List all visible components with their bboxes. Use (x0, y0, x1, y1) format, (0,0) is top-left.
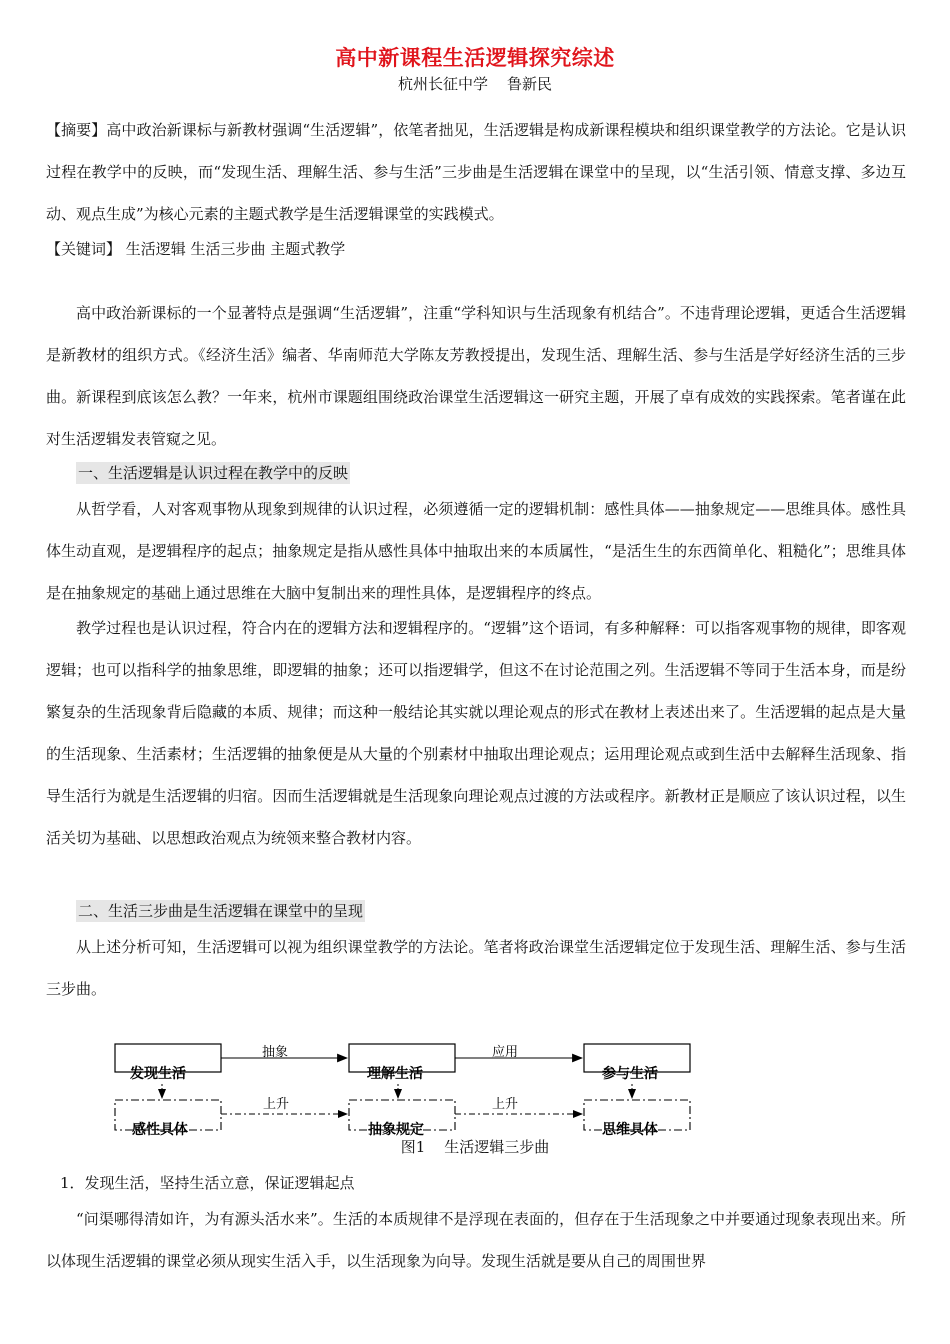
section-1-paragraph-1: 从哲学看，人对客观事物从现象到规律的认识过程，必须遵循一定的逻辑机制：感性具体——抽象规定——思维具体。感性具体生动直观，是逻辑程序的起点；抽象规定是指从感性具体中抽取出来的本质属性，“是活生生的东西简单化、粗糙化”；思维具体是在抽象规定的基础上通过思维在大脑中复制出来的理性具体，是逻辑程序的终点。 (46, 500, 906, 602)
top-box-label-1: 发现生活 (130, 1066, 186, 1082)
bottom-box-label-3: 思维具体 (602, 1122, 658, 1138)
figure-caption: 图1 生活逻辑三步曲 (400, 1138, 550, 1156)
arrow-label-apply: 应用 (491, 1045, 519, 1060)
subsection-1-heading: 1．发现生活，坚持生活立意，保证逻辑起点 (60, 1174, 355, 1192)
author-line: 杭州长征中学 鲁新民 (397, 75, 553, 93)
paper-title: 高中新课程生活逻辑探究综述 (335, 45, 615, 70)
top-box-label-3: 参与生活 (602, 1066, 658, 1082)
logic-three-steps-diagram (0, 1030, 950, 1140)
section-1-paragraph-2: 教学过程也是认识过程，符合内在的逻辑方法和逻辑程序的。“逻辑”这个语词，有多种解释：可以指客观事物的规律，即客观逻辑；也可以指科学的抽象思维，即逻辑的抽象；还可以指逻辑学，但这不在讨论范围之列。生活逻辑不等同于生活本身，而是纷繁复杂的生活现象背后隐藏的本质、规律；而这种一般结论其实就以理论观点的形式在教材上表述出来了。生活逻辑的起点是大量的生活现象、生活素材；生活逻辑的抽象便是从大量的个别素材中抽取出理论观点；运用理论观点或到生活中去解释生活现象、指导生活行为就是生活逻辑的归宿。因而生活逻辑就是生活现象向理论观点过渡的方法或程序。新教材正是顺应了该认识过程，以生活关切为基础、以思想政治观点为统领来整合教材内容。 (46, 619, 906, 847)
bottom-box-label-1: 感性具体 (132, 1122, 188, 1138)
arrow-label-rise-2: 上升 (491, 1097, 519, 1112)
intro-paragraph: 高中政治新课标的一个显著特点是强调“生活逻辑”，注重“学科知识与生活现象有机结合”。不违背理论逻辑，更适合生活逻辑是新教材的组织方式。《经济生活》编者、华南师范大学陈友芳教授提出，发现生活、理解生活、参与生活是学好经济生活的三步曲。新课程到底该怎么教？一年来，杭州市课题组围绕政治课堂生活逻辑这一研究主题，开展了卓有成效的实践探索。笔者谨在此对生活逻辑发表管窥之见。 (46, 304, 906, 448)
subsection-1-paragraph-1: “问渠哪得清如许，为有源头活水来”。生活的本质规律不是浮现在表面的，但存在于生活现象之中并要通过现象表现出来。所以体现生活逻辑的课堂必须从现实生活入手，以生活现象为向导。发现生活就是要从自己的周围世界 (46, 1210, 906, 1270)
section-1-heading: 一、生活逻辑是认识过程在教学中的反映 (78, 464, 349, 482)
arrow-label-rise-1: 上升 (262, 1097, 290, 1112)
keywords-line: 【关键词】 生活逻辑 生活三步曲 主题式教学 (46, 240, 346, 258)
section-2-paragraph-1: 从上述分析可知，生活逻辑可以视为组织课堂教学的方法论。笔者将政治课堂生活逻辑定位于发现生活、理解生活、参与生活三步曲。 (46, 938, 906, 998)
top-box-label-2: 理解生活 (367, 1066, 423, 1082)
section-2-heading: 二、生活三步曲是生活逻辑在课堂中的呈现 (78, 902, 364, 920)
arrow-label-abstract: 抽象 (261, 1045, 289, 1060)
bottom-box-label-2: 抽象规定 (368, 1122, 424, 1138)
abstract-paragraph: 【摘要】高中政治新课标与新教材强调“生活逻辑”，依笔者拙见，生活逻辑是构成新课程模块和组织课堂教学的方法论。它是认识过程在教学中的反映，而“发现生活、理解生活、参与生活”三步曲是生活逻辑在课堂中的呈现，以“生活引领、情意支撑、多边互动、观点生成”为核心元素的主题式教学是生活逻辑课堂的实践模式。 (46, 121, 906, 223)
